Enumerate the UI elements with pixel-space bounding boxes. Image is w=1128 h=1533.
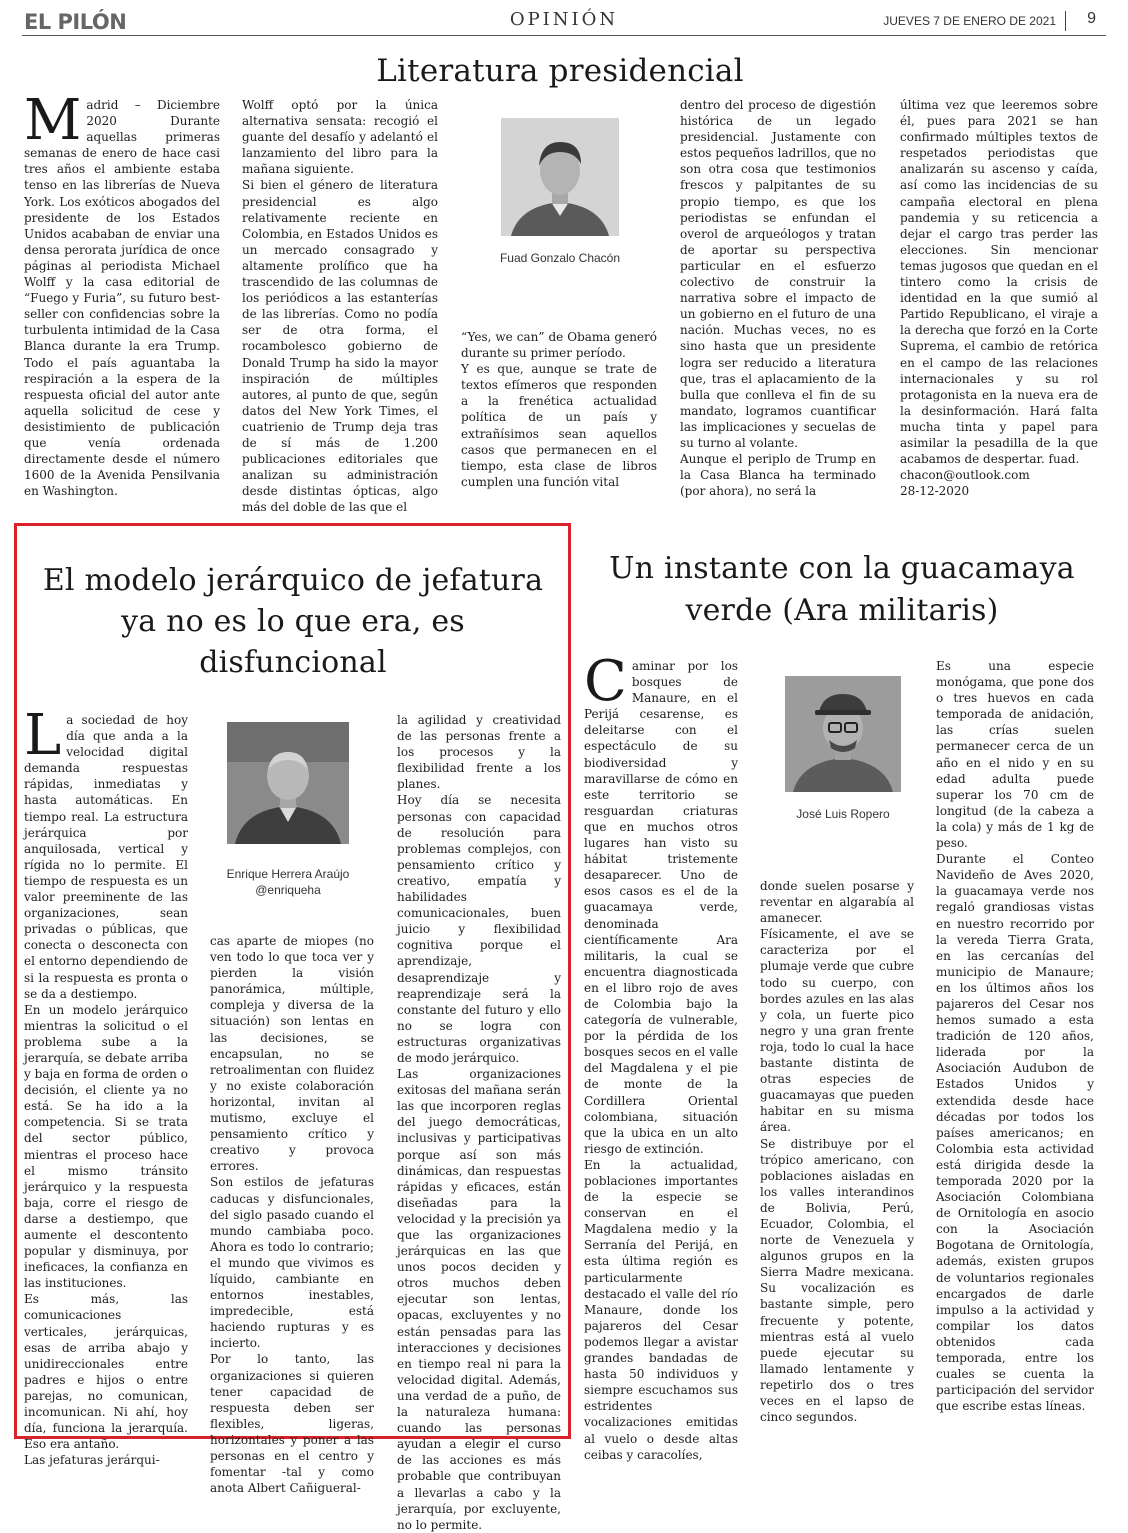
- article-right-column-2: [760, 878, 914, 1438]
- author-name: Enrique Herrera Araújo: [226, 867, 350, 881]
- newspaper-logo: EL PILÓN: [24, 10, 127, 34]
- dropcap: M: [24, 88, 82, 153]
- article-top-paragraph: dentro del proceso de digestión histórica de un legado presidencial. Justamente con estos pequeños ladrillos, que no son otra cosa que testimonios frescos y palpitantes de su propio tiempo, es que los periodistas se enfundan el overol de arqueólogos y tratan de aportar su perspectiva particular en el esfuerzo colectivo de construir la narrativa sobre el impacto de un gobierno en el futuro de una nación. Muchas veces, no es sino hasta que un presidente logra ser reducido a literatura que, tras el aplacamiento de la bulla que conlleva el fin de su mandato, logramos cuantificar las implicaciones y secuelas de su turno al volante.: [680, 98, 876, 450]
- article-left-paragraph: cas aparte de miopes (no ven todo lo que toca ver y pierden la visión panorámica, múltiple, compleja y diversa de la situación) son lentas en las decisiones, se encapsulan, no se retroalimentan con fluidez y no existe colaboración horizontal, invitan al mutismo, excluye el pensamiento crítico y creativo y provoca errores.: [210, 934, 374, 1174]
- article-left-paragraph: En un modelo jerárquico mientras la solicitud o el problema sube a la jerarquía, se debate arriba y baja en forma de orden o decisión, el cliente ya no está. Se ha ido a la competencia. Si se trata del sector público, mientras el proceso hace el mismo tránsito jerárquico y la respuesta baja, corre el riesgo de darse a destiempo, que aumente el descontento popular y disminuya, por ineficaces, la confianza en las instituciones.: [24, 1002, 188, 1291]
- article-right-paragraph: Físicamente, el ave se caracteriza por el plumaje verde que cubre todo su cuerpo, con bordes azules en las alas y cola, un fuerte pico negro y una gran frente roja, todo lo cual la hace bastante distinta de otras especies de guacamayas que pueden habitar en su misma área.: [760, 927, 914, 1135]
- author-handle: @enriqueha: [255, 883, 321, 897]
- page-number: 9: [1087, 10, 1096, 27]
- article-right-paragraph: Se distribuye por el trópico americano, con poblaciones aisladas en los valles interandinos de Bolivia, Perú, Ecuador, Colombia, el norte de Venezuela y algunos grupos en la Sierra Madre mexicana. Su vocalización es bastante simple, pero frecuente y potente, mientras está al vuelo puede ejecutar su llamado lentamente y repetirlo dos o tres veces en el lapso de cinco segundos.: [760, 1136, 914, 1425]
- article-left-paragraph: Las jefaturas jerárqui-: [24, 1453, 160, 1468]
- article-top-paragraph: Si bien el género de literatura presidencial es algo relativamente reciente en Colombia, en Estados Unidos es un mercado consagrado y altamente prolífico que ha trascendido de las columnas de los periódicos a las estanterías de las librerías. Como no podía ser de otra forma, el rocambolesco gobierno de Donald Trump ha sido la mayor inspiración de múltiples autores, al punto de que, según datos del New York Times, el cuatrienio de Trump deja tras de sí más de 1.200 publicaciones editoriales que analizan su administración desde distintas ópticas, algo más del doble de las que el: [242, 178, 438, 515]
- article-right-paragraph: En la actualidad, poblaciones importantes de la especie se conservan en el Magdalena medio y la Serranía del Perijá, en esta última región es particularmente destacado el valle del río Manaure, donde los pajareros del Cesar podemos llegar a avistar grandes bandadas de hasta 50 individuos y siempre escuchamos sus estridentes vocalizaciones emitidas al vuelo o desde altas ceibas y caracolíes,: [584, 1157, 738, 1462]
- author-email: chacon@outlook.com: [900, 468, 1030, 483]
- author-photo: [501, 118, 619, 236]
- article-left-paragraph: la agilidad y creatividad de las personas frente a los procesos y la flexibilidad frente a los planes.: [397, 713, 561, 792]
- article-left-paragraph: Las organizaciones exitosas del mañana serán las que incorporen reglas del juego democráticas, inclusivas y participativas porque así son más dinámicas, dan respuestas rápidas y eficaces, están diseñadas para la velocidad y la precisión ya que las organizaciones jerárquicas en las que unos pocos deciden y otros muchos deben ejecutar son lentas, opacas, excluyentes y no están pensadas para las interacciones y decisiones en tiempo real ni para la velocidad digital. Además, una verdad de a puño, de la naturaleza humana: cuando las personas ayudan a elegir el curso de las acciones es más probable que contribuyan a llevarlas a cabo y la jerarquía, por excluyente, no lo permite.: [397, 1067, 561, 1532]
- author-photo: [785, 676, 901, 792]
- article-right-paragraph: donde suelen posarse y reventar en algarabía al amanecer.: [760, 879, 914, 926]
- author-name: Fuad Gonzalo Chacón: [499, 251, 621, 265]
- article-top-column-5: [900, 97, 1098, 512]
- article-top-column-4: [680, 97, 876, 512]
- article-right-column-3: [936, 658, 1094, 1438]
- masthead: [22, 8, 1106, 36]
- article-top-paragraph: “Yes, we can” de Obama generó durante su primer período.: [461, 330, 657, 361]
- author-block-left: [208, 722, 368, 898]
- article-date: 28-12-2020: [900, 484, 970, 499]
- author-name: José Luis Ropero: [796, 807, 890, 821]
- article-left-paragraph: a sociedad de hoy día que anda a la velocidad digital demanda respuestas rápidas, inmediatas y hasta automáticas. En tiempo real. La estructura jerárquica por anquilosada, vertical y rígida no lo permite. El tiempo de respuesta es un valor preeminente de las organizaciones, sean privadas o públicas, que conecta o desconecta con el entorno dependiendo de si la respuesta es pronta o se da a destiempo.: [24, 713, 188, 1001]
- article-left-headline: El modelo jerárquico de jefatura ya no es lo que era, es disfuncional: [42, 563, 544, 680]
- article-top-column-1: [24, 88, 220, 512]
- article-right-column-1: [584, 649, 738, 1462]
- author-block-top: [460, 118, 660, 266]
- dropcap: L: [24, 703, 62, 768]
- portrait-icon: [785, 676, 901, 792]
- article-left-paragraph: Son estilos de jefaturas caducas y disfuncionales, del siglo pasado cuando el mundo cambiaba poco. Ahora es todo lo contrario; el mundo que vivimos es líquido, cambiante en entornos inestables, impredecible, está haciendo rupturas y es incierto.: [210, 1175, 374, 1351]
- article-top-paragraph: última vez que leeremos sobre él, pues para 2021 se han confirmado múltiples textos de respetados periodistas que analizarán su ascenso y caída, así como las incidencias de su campaña electoral en plena pandemia y su reticencia a dejar el cargo tras perder las elecciones. Sin mencionar temas jugosos que quedan en el tintero como la crisis de identidad en la que sumió al Partido Republicano, el viraje a la derecha que forzó en la Corte Suprema, el cambio de retórica en el campo de las relaciones internacionales y su rol protagonista en la nueva era de la desinformación. Hará falta mucha tinta y papel para asimilar la pesadilla de la que acabamos de despertar. fuad.: [900, 98, 1098, 467]
- article-top-headline: Literatura presidencial: [376, 53, 744, 89]
- article-left-paragraph: Es más, las comunicaciones verticales, jerárquicas, esas de arriba abajo y unidireccionales entre padres e hijos o entre parejas, no comunican, incomunican. Ni ahí, hoy día, funciona la jerarquía. Eso era antaño.: [24, 1292, 188, 1452]
- article-right-paragraph: Durante el Conteo Navideño de Aves 2020, la guacamaya verde nos regaló grandiosas vistas en nuestro recorrido por la vereda Tierra Grata, en las cercanías del municipio de Manaure; en los últimos años los pajareros del Cesar nos hemos sumado a esta tradición de 120 años, liderada por la Asociación Audubon de Estados Unidos y extendida desde hace décadas por todos los países americanos; en Colombia esta actividad está dirigida desde la temporada 2020 por la Asociación Colombiana de Ornitología en asocio con la Asociación Bogotana de Ornitología, además, existen grupos de voluntarios regionales encargados de darle impulso a la actividad y compilar los datos obtenidos cada temporada, entre los cuales se cuenta la participación del servidor que escribe estas líneas.: [936, 852, 1094, 1414]
- article-left-column-2: [210, 933, 374, 1496]
- article-top-paragraph: Wolff optó por la única alternativa sensata: recogió el guante del desafío y adelantó el lanzamiento del libro para la mañana siguiente.: [242, 98, 438, 177]
- author-photo: [227, 722, 349, 844]
- article-left-column-1: [24, 703, 188, 1468]
- dropcap: C: [584, 649, 627, 714]
- issue-date: JUEVES 7 DE ENERO DE 2021: [883, 14, 1056, 28]
- author-block-right: [768, 676, 918, 822]
- article-top-paragraph: Aunque el periplo de Trump en la Casa Blanca ha terminado (por ahora), no será la: [680, 452, 876, 499]
- article-top-paragraph: adrid – Diciembre 2020 Durante aquellas primeras semanas de enero de hace casi tres años el ambiente estaba tenso en las librerías de Nueva York. Los exóticos abogados del presidente de los Estados Unidos acababan de enviar una densa perorata jurídica de once páginas al periodista Michael Wolff y la casa editorial de “Fuego y Furia”, su futuro best-seller con confidencias sobre la turbulenta intimidad de la Casa Blanca durante la era Trump. Todo el país aguantaba la respiración a la espera de la respuesta oficial del autor ante aquella solicitud de cese y desistimiento de publicación que venía ordenada directamente desde el número 1600 de la Avenida Pensilvania en Washington.: [24, 98, 220, 499]
- article-right-headline: Un instante con la guacamaya verde (Ara militaris): [609, 551, 1075, 628]
- portrait-icon: [227, 722, 349, 844]
- article-left-paragraph: Hoy día se necesita personas con capacidad de resolución para problemas complejos, con pensamiento crítico y creativo, empatía y habilidades comunicacionales, buen juicio y flexibilidad cognitiva porque el aprendizaje, desaprendizaje y reaprendizaje será la constante del futuro y ello no se logra con estructuras organizativas de modo jerárquico.: [397, 793, 561, 1065]
- article-right-paragraph: Es una especie monógama, que pone dos o tres huevos en cada temporada de anidación, las crías suelen permanecer cerca de un año en el nido y en su edad adulta puede superar los 70 cm de longitud (de la cabeza a la cola) y más de 1 kg de peso.: [936, 659, 1094, 851]
- portrait-icon: [501, 118, 619, 236]
- section-title: OPINIÓN: [509, 9, 619, 30]
- masthead-divider: [1065, 11, 1066, 31]
- article-right-paragraph: aminar por los bosques de Manaure, en el Perijá cesarense, es deleitarse con el espectáculo de su biodiversidad y maravillarse de cómo en este territorio se resguardan criaturas que en muchos otros lugares han visto su hábitat tristemente desaparecer. Uno de esos casos es el de la guacamaya verde, denominada científicamente Ara militaris, la cual se encuentra diagnosticada en el libro rojo de aves de Colombia bajo la categoría de vulnerable, por la pérdida de los bosques secos en el valle del Magdalena y el pie de monte de la Cordillera Oriental colombiana, situación que la ubica en un alto riesgo de extinción.: [584, 659, 738, 1156]
- article-left-paragraph: Por lo tanto, las organizaciones si quieren tener capacidad de respuesta deben ser flexibles, ligeras, horizontales y poner a las personas en el centro y fomentar -tal y como anota Albert Cañigueral-: [210, 1352, 374, 1496]
- article-top-paragraph: Y es que, aunque se trate de textos efímeros que responden a la frenética actualidad política de un país y extrañísimos sean aquellos casos que permanecen en el tiempo, esta clase de libros cumplen una función vital: [461, 362, 657, 489]
- article-left-column-3: [397, 712, 561, 1532]
- article-top-column-2: [242, 97, 438, 515]
- article-top-column-3: [461, 329, 657, 517]
